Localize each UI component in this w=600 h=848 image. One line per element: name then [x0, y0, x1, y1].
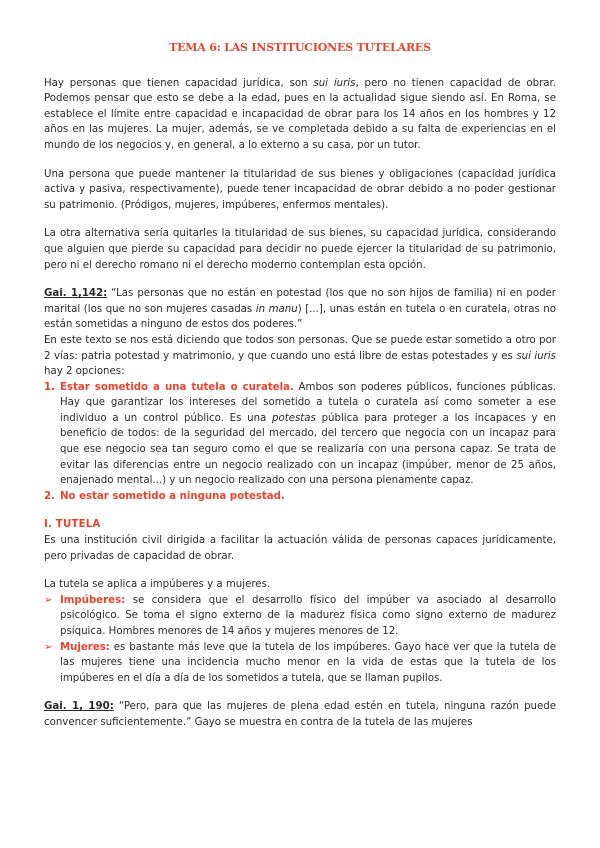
option-text-a: Ambos son poderes públicos, funciones públicas. Hay que garantizar los intereses del sometido a tutela o curatela así como someter a ese individuo a un control público. Es una: [60, 381, 557, 424]
quote-gai-1-190: [44, 699, 556, 730]
p4-italic: sui iuris: [516, 350, 556, 362]
paragraph-1: [44, 76, 556, 154]
options-list: [44, 380, 556, 505]
list-item: [44, 640, 556, 687]
quote2-reference: Gai. 1, 190:: [44, 701, 114, 713]
option-heading: No estar sometido a ninguna potestad.: [60, 490, 285, 502]
bullet-heading: Mujeres:: [60, 641, 110, 653]
quote1-text-a: “Las personas que no están en potestad (los que no son hijos de familia) ni en poder marital (los que no son mujeres casadas: [44, 288, 556, 315]
p4-text-a: En este texto se nos está diciendo que todos son personas. Que se puede estar sometido a otro por 2 vías: patria potestad y matrimonio, y que cuando uno está libre de estas potestades y es: [44, 334, 556, 362]
option-number: 1.: [44, 381, 55, 393]
bullet-heading: Impúberes:: [60, 594, 126, 606]
p4-text-b: hay 2 opciones:: [44, 366, 125, 378]
option-italic: potestas: [272, 412, 316, 424]
p1-text-a: Hay personas que tienen capacidad jurídica, son: [44, 77, 314, 89]
option-number: 2.: [44, 490, 55, 502]
p1-italic: sui iuris: [313, 77, 356, 89]
p1-text-b: , pero no tienen capacidad de obrar. Podemos pensar que esto se debe a la edad, pues en la actualidad sigue siendo así. En Roma, se establece el límite entre capacidad e incapacidad de obrar para los 14 años en los hombres y 12 años en las mujeres. La mujer, además, se ve completada debido a su falta de experiencias en el mundo de los negocios y, en general, a lo externo a su casa, por un tutor.: [44, 77, 556, 151]
paragraph-2: Una persona que puede mantener la titularidad de sus bienes y obligaciones (capacidad jurídica activa y pasiva, respectivamente), puede tener incapacidad de obrar debido a no poder gestionar su patrimonio. (Pródigos, mujeres, impúberes, enfermos mentales).: [44, 168, 556, 211]
list-item: [44, 380, 556, 489]
bullet-list: [44, 593, 556, 687]
option-text-b: pública para proteger a los incapaces y en beneficio de todos: de la seguridad del mercado, del tercero que negocia con un incapaz para que ese negocio sea tan seguro como el que se realizaría con una persona capaz. Se trata de evitar las diferencias entre un negocio realizado con un incapaz (impúber, menor de 25 años, enajenado mental...) y un negocio realizado con una persona plenamente capaz.: [60, 412, 556, 487]
bullet-text: se considera que el desarrollo físico del impúber va asociado al desarrollo psicológico. Se toma el signo externo de la madurez física como signo externo de madurez psíquica. Hombres menores de 14 años y mujeres menores de 12.: [60, 594, 556, 637]
quote2-text: “Pero, para que las mujeres de plena edad estén en tutela, ninguna razón puede convencer suficientemente.” Gayo se muestra en contra de la tutela de las mujeres: [44, 701, 556, 728]
paragraph-6: La tutela se aplica a impúberes y a mujeres.: [44, 579, 271, 591]
quote1-reference: Gai. 1,142:: [44, 288, 108, 300]
quote1-italic: in manu: [255, 303, 298, 315]
bullet-text: es bastante más leve que la tutela de los impúberes. Gayo hace ver que la tutela de las mujeres tiene una incidencia mucho menor en la vida de estas que la tutela de los impúberes en el día a día de los sometidos a tutela, que se llaman pupilos.: [60, 641, 556, 684]
quote-gai-1-142: [44, 286, 556, 333]
paragraph-3: La otra alternativa sería quitarles la titularidad de sus bienes, su capacidad jurídica, considerando que alguien que pierde su capacidad para decidir no puede ejercer la titularidad de su patrimonio, pero ni el derecho romano ni el derecho moderno contemplan esta opción.: [44, 228, 556, 271]
list-item: [44, 593, 556, 640]
list-item: [44, 489, 556, 505]
option-heading: Estar sometido a una tutela o curatela.: [60, 381, 294, 393]
arrow-icon: ➢: [44, 641, 53, 653]
page-title: TEMA 6: LAS INSTITUCIONES TUTELARES: [169, 41, 431, 54]
paragraph-5: Es una institución civil dirigida a facilitar la actuación válida de personas capaces jurídicamente, pero privadas de capacidad de obrar.: [44, 535, 556, 562]
section-heading-tutela: I. TUTELA: [44, 519, 101, 531]
arrow-icon: ➢: [44, 594, 53, 606]
quote1-text-b: ) [...], unas están en tutela o en curatela, otras no están sometidas a ninguno de estos dos poderes.”: [44, 303, 556, 331]
paragraph-4: [44, 333, 556, 380]
